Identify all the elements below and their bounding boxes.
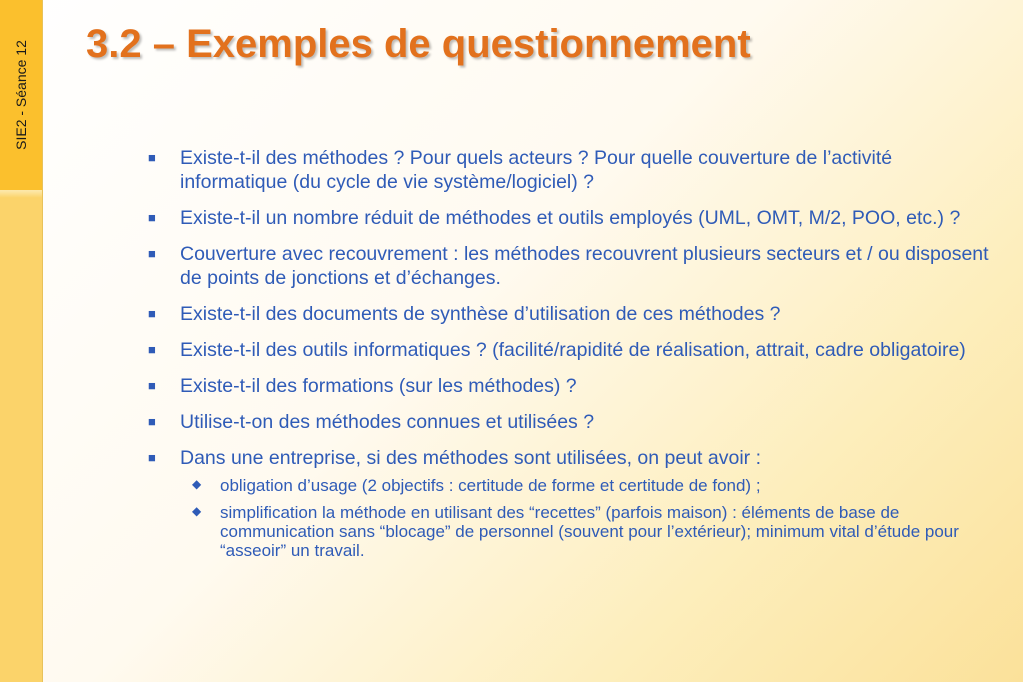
diamond-bullet-icon: ◆ [192,504,202,518]
list-item [140,302,1000,326]
list-item [140,410,1000,434]
square-bullet-icon: ■ [148,414,156,429]
sub-list-item-text: simplification la méthode en utilisant des “recettes” (parfois maison) : éléments de base de communication sans “blocage” de personnel (souvent pour l’extérieur); minimum vital d’étude pour “asseoir” un travail. [220,503,959,560]
sub-list-item-text: obligation d’usage (2 objectifs : certitude de forme et certitude de fond) ; [220,476,761,495]
sub-list-item [180,476,1000,495]
list-item-text: Existe-t-il des formations (sur les méthodes) ? [180,375,577,397]
list-item [140,206,1000,230]
list-item [140,146,1000,194]
square-bullet-icon: ■ [148,246,156,261]
list-item-text: Existe-t-il un nombre réduit de méthodes et outils employés (UML, OMT, M/2, POO, etc.) ? [180,207,961,229]
square-bullet-icon: ■ [148,306,156,321]
slide-content [140,146,1000,572]
sub-bullet-list [180,476,1000,560]
square-bullet-icon: ■ [148,378,156,393]
sidebar-label: SIE2 - Séance 12 [13,40,29,150]
list-item-text: Existe-t-il des documents de synthèse d’utilisation de ces méthodes ? [180,303,781,325]
list-item [140,374,1000,398]
list-item-text: Couverture avec recouvrement : les méthodes recouvrent plusieurs secteurs et / ou disposent de points de jonctions et d’échanges. [180,243,989,289]
square-bullet-icon: ■ [148,450,156,465]
list-item-text: Dans une entreprise, si des méthodes sont utilisées, on peut avoir : [180,447,761,469]
square-bullet-icon: ■ [148,210,156,225]
slide-title: 3.2 – Exemples de questionnement [86,22,751,66]
sidebar [0,0,43,682]
list-item-text: Existe-t-il des outils informatiques ? (facilité/rapidité de réalisation, attrait, cadre obligatoire) [180,339,966,361]
list-item [140,446,1000,560]
list-item [140,338,1000,362]
list-item-text: Existe-t-il des méthodes ? Pour quels acteurs ? Pour quelle couverture de l’activité informatique (du cycle de vie système/logiciel) ? [180,147,893,193]
sub-list-item [180,503,1000,560]
square-bullet-icon: ■ [148,150,156,165]
square-bullet-icon: ■ [148,342,156,357]
list-item [140,242,1000,290]
diamond-bullet-icon: ◆ [192,477,202,491]
list-item-text: Utilise-t-on des méthodes connues et utilisées ? [180,411,595,433]
bullet-list [140,146,1000,560]
